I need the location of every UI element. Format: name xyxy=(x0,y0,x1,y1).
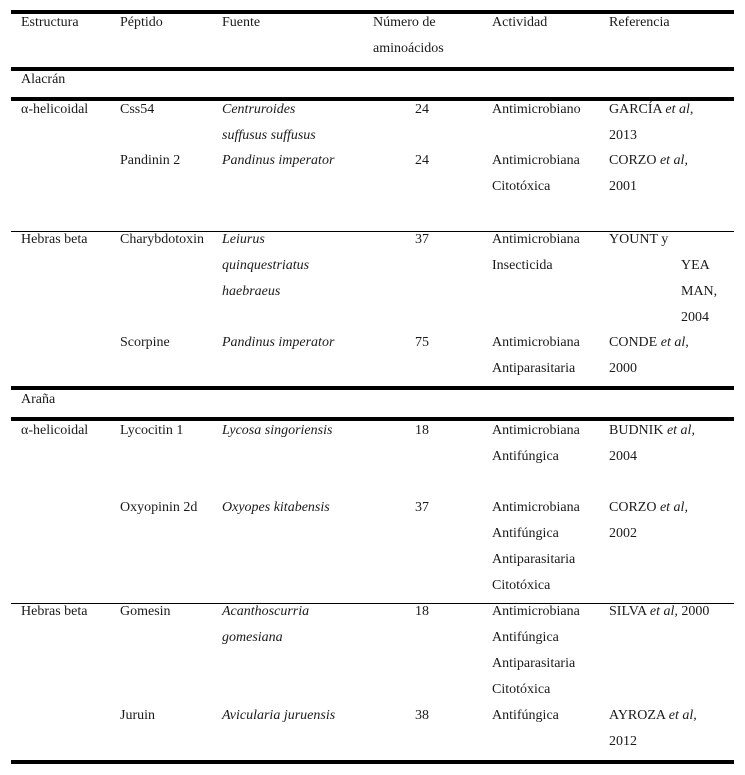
reference-year: 2000 xyxy=(609,361,637,376)
activity-line: Antimicrobiana xyxy=(492,500,580,515)
header-actividad: Actividad xyxy=(492,15,548,30)
header-fuente: Fuente xyxy=(222,15,261,30)
rule-arana-top xyxy=(11,386,734,390)
peptide-name: Oxyopinin 2d xyxy=(120,500,198,515)
aminoacid-count: 24 xyxy=(415,102,429,117)
reference-line: YEA xyxy=(681,258,710,273)
activity-line: Antiparasitaria xyxy=(492,552,576,567)
aminoacid-count: 18 xyxy=(415,423,429,438)
aminoacid-count: 37 xyxy=(415,500,429,515)
peptide-name: Gomesin xyxy=(120,604,171,619)
activity-line: Antifúngica xyxy=(492,449,559,464)
reference-line: YOUNT y xyxy=(609,232,669,247)
header-referencia: Referencia xyxy=(609,15,670,30)
peptide-name: Juruin xyxy=(120,708,155,723)
aminoacid-count: 24 xyxy=(415,153,429,168)
reference-year: 2013 xyxy=(609,128,637,143)
activity-line: Citotóxica xyxy=(492,179,551,194)
source-line: Leiurus xyxy=(222,232,265,247)
aminoacid-count: 18 xyxy=(415,604,429,619)
aminoacid-count: 38 xyxy=(415,708,429,723)
activity-line: Antimicrobiana xyxy=(492,604,580,619)
peptide-name: Pandinin 2 xyxy=(120,153,181,168)
peptide-name: Charybdotoxin xyxy=(120,232,204,247)
activity-line: Antimicrobiana xyxy=(492,335,580,350)
activity-line: Antimicrobiana xyxy=(492,423,580,438)
source-line: Lycosa singoriensis xyxy=(222,423,333,438)
activity-line: Antiparasitaria xyxy=(492,656,576,671)
reference-line: CONDE et al, xyxy=(609,335,689,350)
activity-line: Antifúngica xyxy=(492,708,559,723)
peptide-name: Scorpine xyxy=(120,335,170,350)
reference-year: 2012 xyxy=(609,734,637,749)
reference-line: CORZO et al, xyxy=(609,500,688,515)
activity-line: Antifúngica xyxy=(492,630,559,645)
reference-line: AYROZA et al, xyxy=(609,708,697,723)
activity-line: Citotóxica xyxy=(492,682,551,697)
source-line: Oxyopes kitabensis xyxy=(222,500,330,515)
activity-line: Antimicrobiana xyxy=(492,232,580,247)
reference-year: 2004 xyxy=(681,310,709,325)
source-line: Pandinus imperator xyxy=(222,335,335,350)
structure-alpha-alacran: α-helicoidal xyxy=(21,102,89,117)
reference-line: MAN, xyxy=(681,284,718,299)
source-line: gomesiana xyxy=(222,630,283,645)
group-label-arana: Araña xyxy=(21,392,56,407)
activity-line: Antimicrobiana xyxy=(492,153,580,168)
peptide-name: Lycocitin 1 xyxy=(120,423,184,438)
source-line: suffusus suffusus xyxy=(222,128,316,143)
activity-line: Citotóxica xyxy=(492,578,551,593)
structure-beta-alacran: Hebras beta xyxy=(21,232,88,247)
source-line: haebraeus xyxy=(222,284,281,299)
reference-year: 2002 xyxy=(609,526,637,541)
rule-header-bottom xyxy=(11,67,734,71)
aminoacid-count: 37 xyxy=(415,232,429,247)
activity-line: Antiparasitaria xyxy=(492,361,576,376)
reference-line: GARCÍA et al, xyxy=(609,102,694,117)
header-numero-line1: Número de xyxy=(373,15,436,30)
source-line: Centruroides xyxy=(222,102,296,117)
source-line: Pandinus imperator xyxy=(222,153,335,168)
header-numero-line2: aminoácidos xyxy=(373,41,444,56)
peptide-name: Css54 xyxy=(120,102,155,117)
header-estructura: Estructura xyxy=(21,15,79,30)
rule-bottom xyxy=(11,760,734,764)
reference-year: 2004 xyxy=(609,449,637,464)
header-peptido: Péptido xyxy=(120,15,163,30)
reference-year: 2001 xyxy=(609,179,637,194)
source-line: Avicularia juruensis xyxy=(222,708,336,723)
source-line: Acanthoscurria xyxy=(222,604,310,619)
activity-line: Insecticida xyxy=(492,258,553,273)
structure-alpha-arana: α-helicoidal xyxy=(21,423,89,438)
reference-line: BUDNIK et al, xyxy=(609,423,695,438)
structure-beta-arana: Hebras beta xyxy=(21,604,88,619)
group-label-alacran: Alacrán xyxy=(21,72,66,87)
activity-line: Antifúngica xyxy=(492,526,559,541)
aminoacid-count: 75 xyxy=(415,335,429,350)
source-line: quinquestriatus xyxy=(222,258,310,273)
activity-line: Antimicrobiano xyxy=(492,102,581,117)
reference-line: SILVA et al, 2000 xyxy=(609,604,710,619)
reference-line: CORZO et al, xyxy=(609,153,688,168)
